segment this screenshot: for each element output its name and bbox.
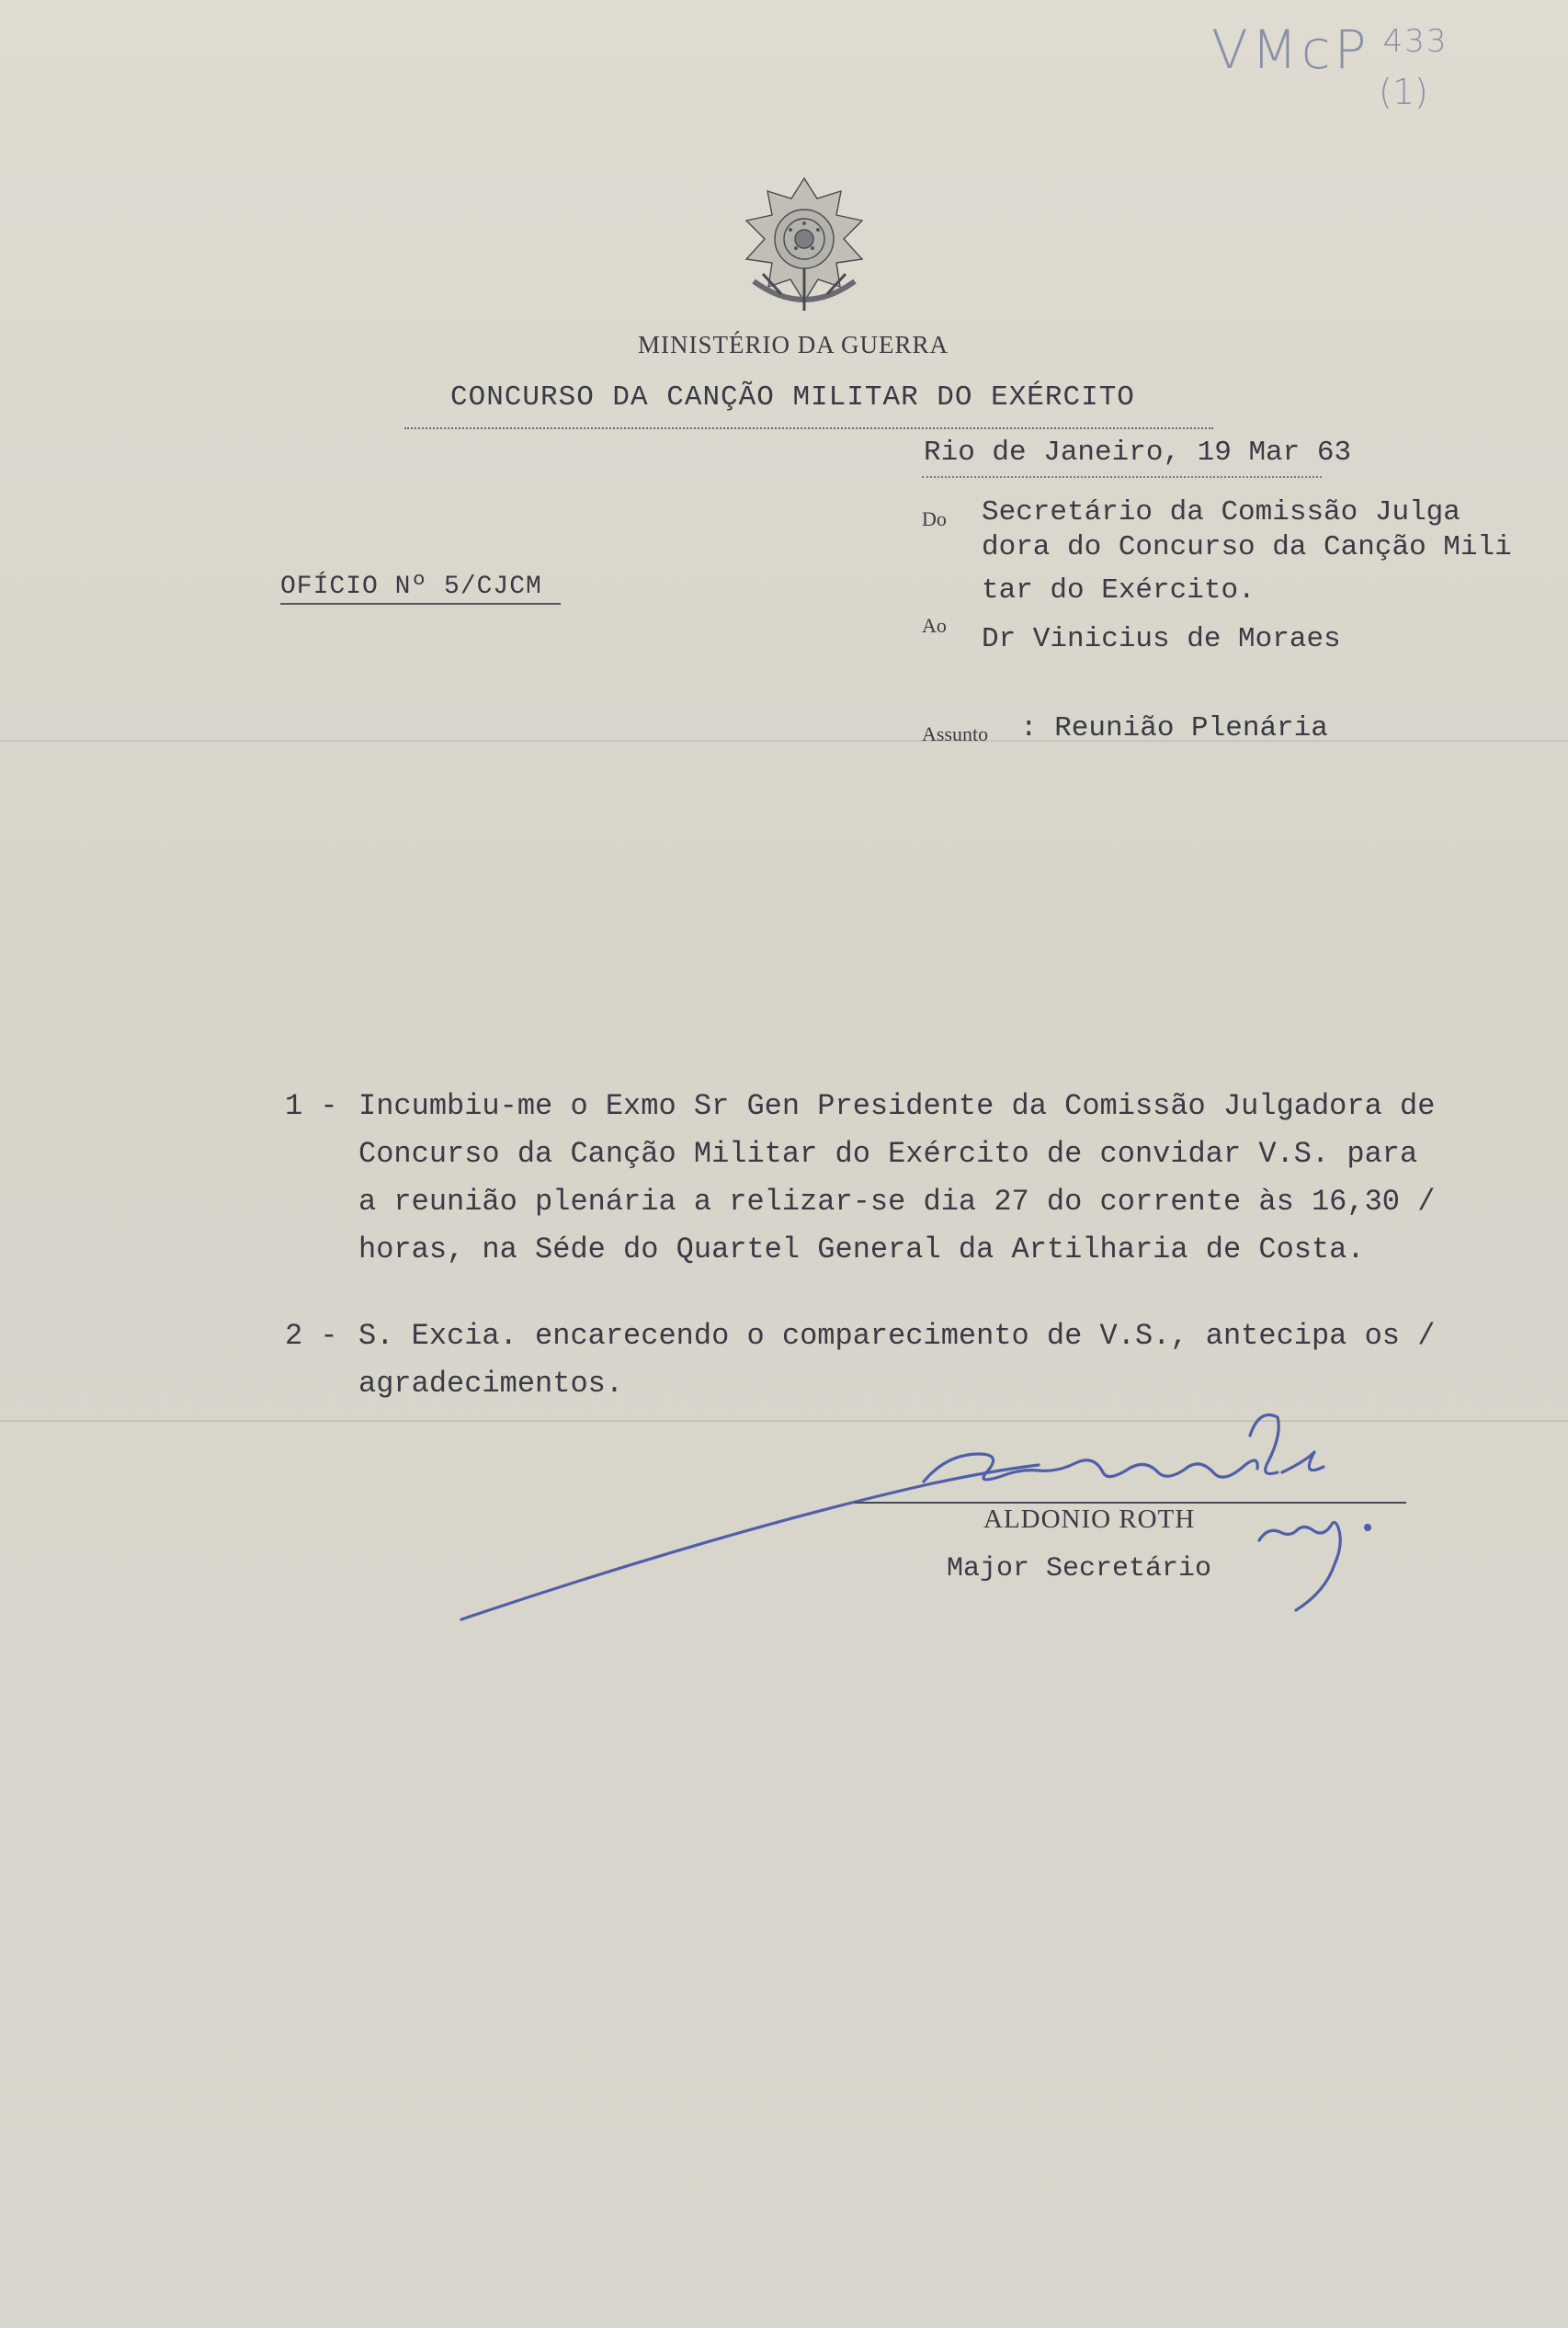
- paragraph-number: 1 -: [285, 1089, 338, 1123]
- paragraph-line: Incumbiu-me o Exmo Sr Gen Presidente da Comissão Julgadora de: [358, 1089, 1436, 1123]
- signature-line: [855, 1502, 1406, 1504]
- contest-title: CONCURSO DA CANÇÃO MILITAR DO EXÉRCITO: [450, 381, 1135, 414]
- paragraph-1: [285, 1083, 1435, 1274]
- contest-header: [404, 381, 1213, 429]
- coat-of-arms-icon: [735, 173, 873, 318]
- office-number: OFÍCIO Nº 5/CJCM: [280, 572, 561, 605]
- paragraph-line: horas, na Séde do Quartel General da Artilharia de Costa.: [358, 1232, 1365, 1266]
- recipient-name: Dr Vinicius de Moraes: [982, 623, 1341, 655]
- handwritten-signature-icon: [450, 1397, 1461, 1636]
- from-line: tar do Exército.: [982, 574, 1256, 607]
- paragraph-line: a reunião plenária a relizar-se dia 27 do corrente às 16,30 /: [358, 1185, 1436, 1219]
- subject-label: Assunto: [922, 722, 989, 745]
- paragraph-line: Concurso da Canção Militar do Exército de convidar V.S. para: [358, 1137, 1418, 1171]
- from-line: Secretário da Comissão Julga: [982, 496, 1460, 528]
- archive-code-text: VMcP: [1211, 18, 1370, 81]
- paragraph-line: agradecimentos.: [358, 1367, 624, 1401]
- paragraph-2: [285, 1312, 1435, 1408]
- signatory-name: ALDONIO ROTH: [983, 1505, 1196, 1534]
- from-label: Do: [922, 507, 947, 530]
- ministry-title: [0, 331, 1568, 359]
- signatory-title: Major Secretário: [947, 1553, 1212, 1584]
- archive-number: 433: [1382, 23, 1449, 60]
- city-date: Rio de Janeiro, 19 Mar 63: [924, 437, 1352, 469]
- subject-text: : Reunião Plenária: [1020, 712, 1328, 744]
- paragraph-number: 2 -: [285, 1319, 338, 1353]
- paragraph-line: S. Excia. encarecendo o comparecimento de V.S., antecipa os /: [358, 1319, 1436, 1353]
- paper-fold: [0, 740, 1568, 742]
- to-label: Ao: [922, 614, 947, 637]
- date-underline: [922, 476, 1322, 478]
- archive-sheet: (1): [1379, 72, 1428, 112]
- ministry-text: MINISTÉRIO DA GUERRA: [637, 331, 949, 358]
- from-line: dora do Concurso da Canção Mili: [982, 531, 1512, 563]
